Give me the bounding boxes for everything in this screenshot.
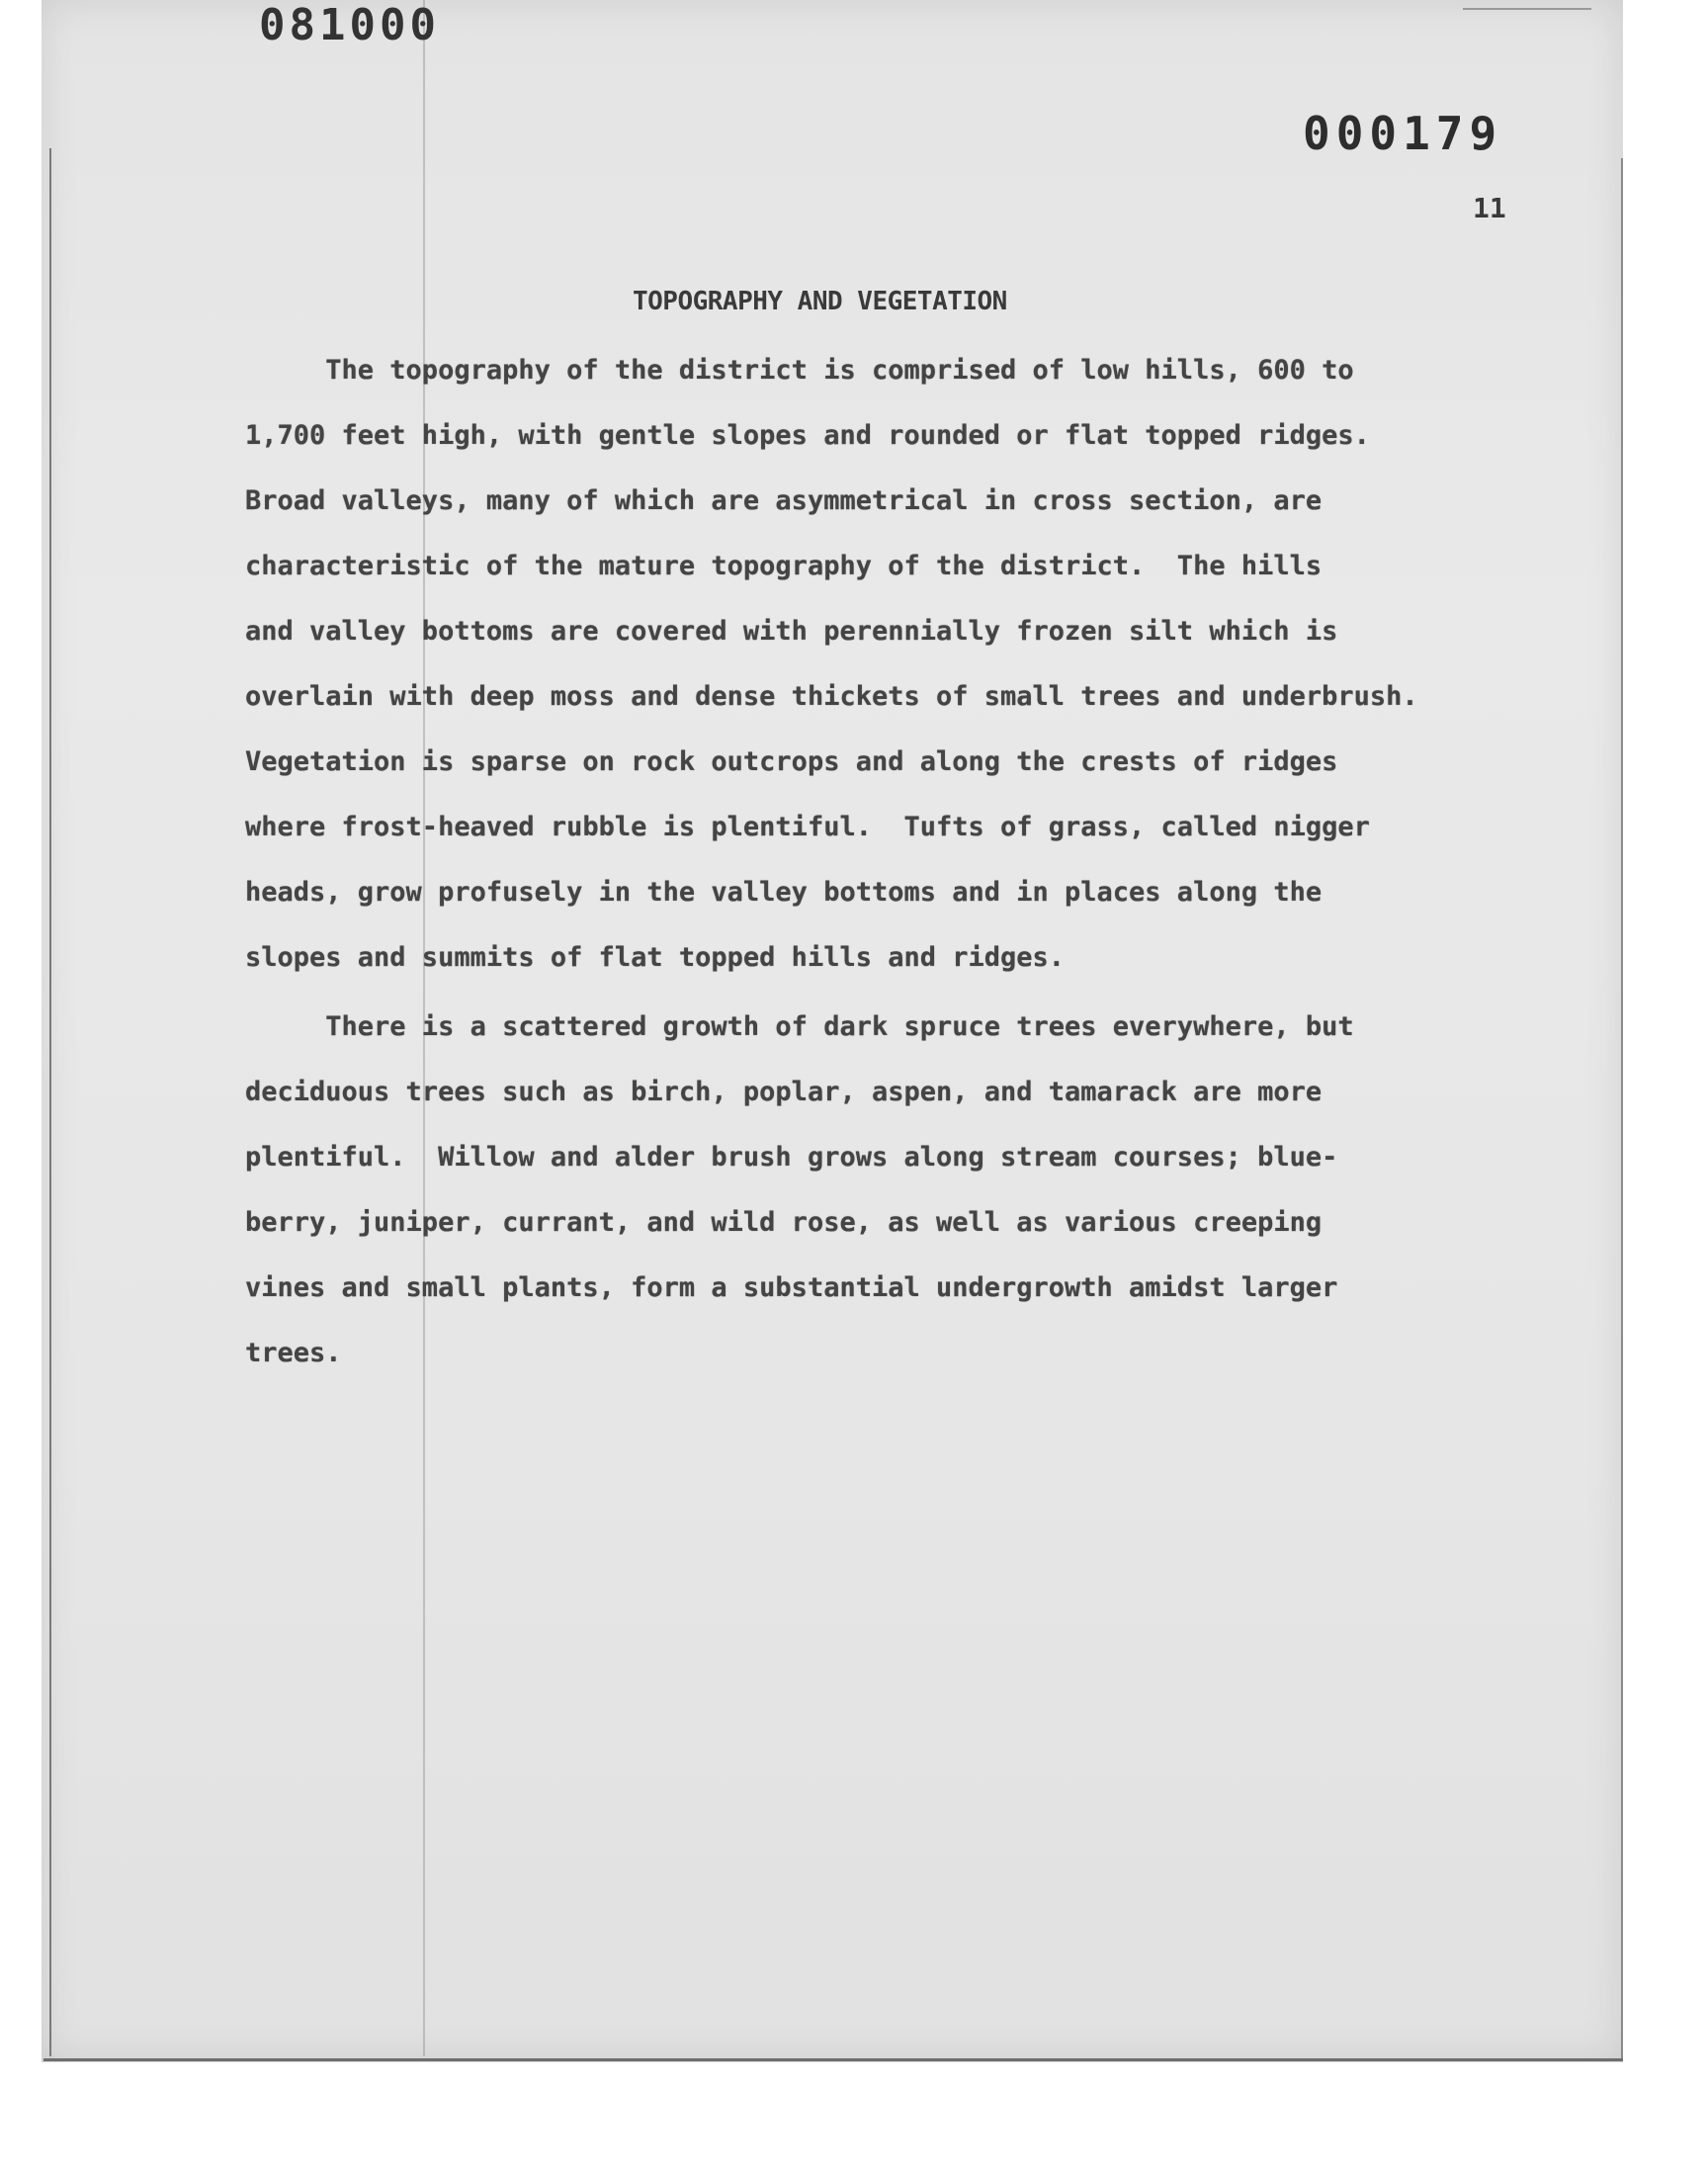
sheet-right-edge [1621, 158, 1623, 2061]
section-heading: TOPOGRAPHY AND VEGETATION [633, 287, 1007, 316]
text-line: Broad valleys, many of which are asymmetrical in cross section, are [245, 485, 1323, 516]
text-line: Vegetation is sparse on rock outcrops and along the crests of ridges [245, 746, 1338, 777]
text-line: where frost-heaved rubble is plentiful. Tufts of grass, called nigger [245, 812, 1370, 842]
text-line: The topography of the district is comprised of low hills, 600 to [245, 355, 1354, 386]
text-line: heads, grow profusely in the valley bottoms and in places along the [245, 877, 1323, 908]
text-line: and valley bottoms are covered with perennially frozen silt which is [245, 616, 1338, 647]
paragraph-topography [245, 338, 1481, 991]
document-stamp-right: 000179 [1303, 107, 1503, 160]
sheet-bottom-edge [43, 2058, 1623, 2061]
text-line: characteristic of the mature topography of the district. The hills [245, 551, 1323, 581]
text-line: vines and small plants, form a substantial undergrowth amidst larger [245, 1272, 1338, 1303]
text-line: deciduous trees such as birch, poplar, aspen, and tamarack are more [245, 1077, 1323, 1107]
document-stamp-left: 081000 [259, 0, 440, 50]
text-line: plentiful. Willow and alder brush grows along stream courses; blue- [245, 1142, 1338, 1173]
text-line: trees. [245, 1338, 342, 1368]
top-rule [1463, 8, 1591, 10]
text-line: berry, juniper, currant, and wild rose, as well as various creeping [245, 1207, 1323, 1238]
text-line: slopes and summits of flat topped hills and ridges. [245, 942, 1066, 973]
text-line: overlain with deep moss and dense thickets of small trees and underbrush. [245, 681, 1418, 712]
text-line: 1,700 feet high, with gentle slopes and rounded or flat topped ridges. [245, 420, 1370, 451]
text-line: There is a scattered growth of dark spruce trees everywhere, but [245, 1011, 1354, 1042]
page-number: 11 [1473, 192, 1506, 224]
paragraph-vegetation [245, 995, 1481, 1386]
sheet-left-edge [49, 148, 51, 2056]
